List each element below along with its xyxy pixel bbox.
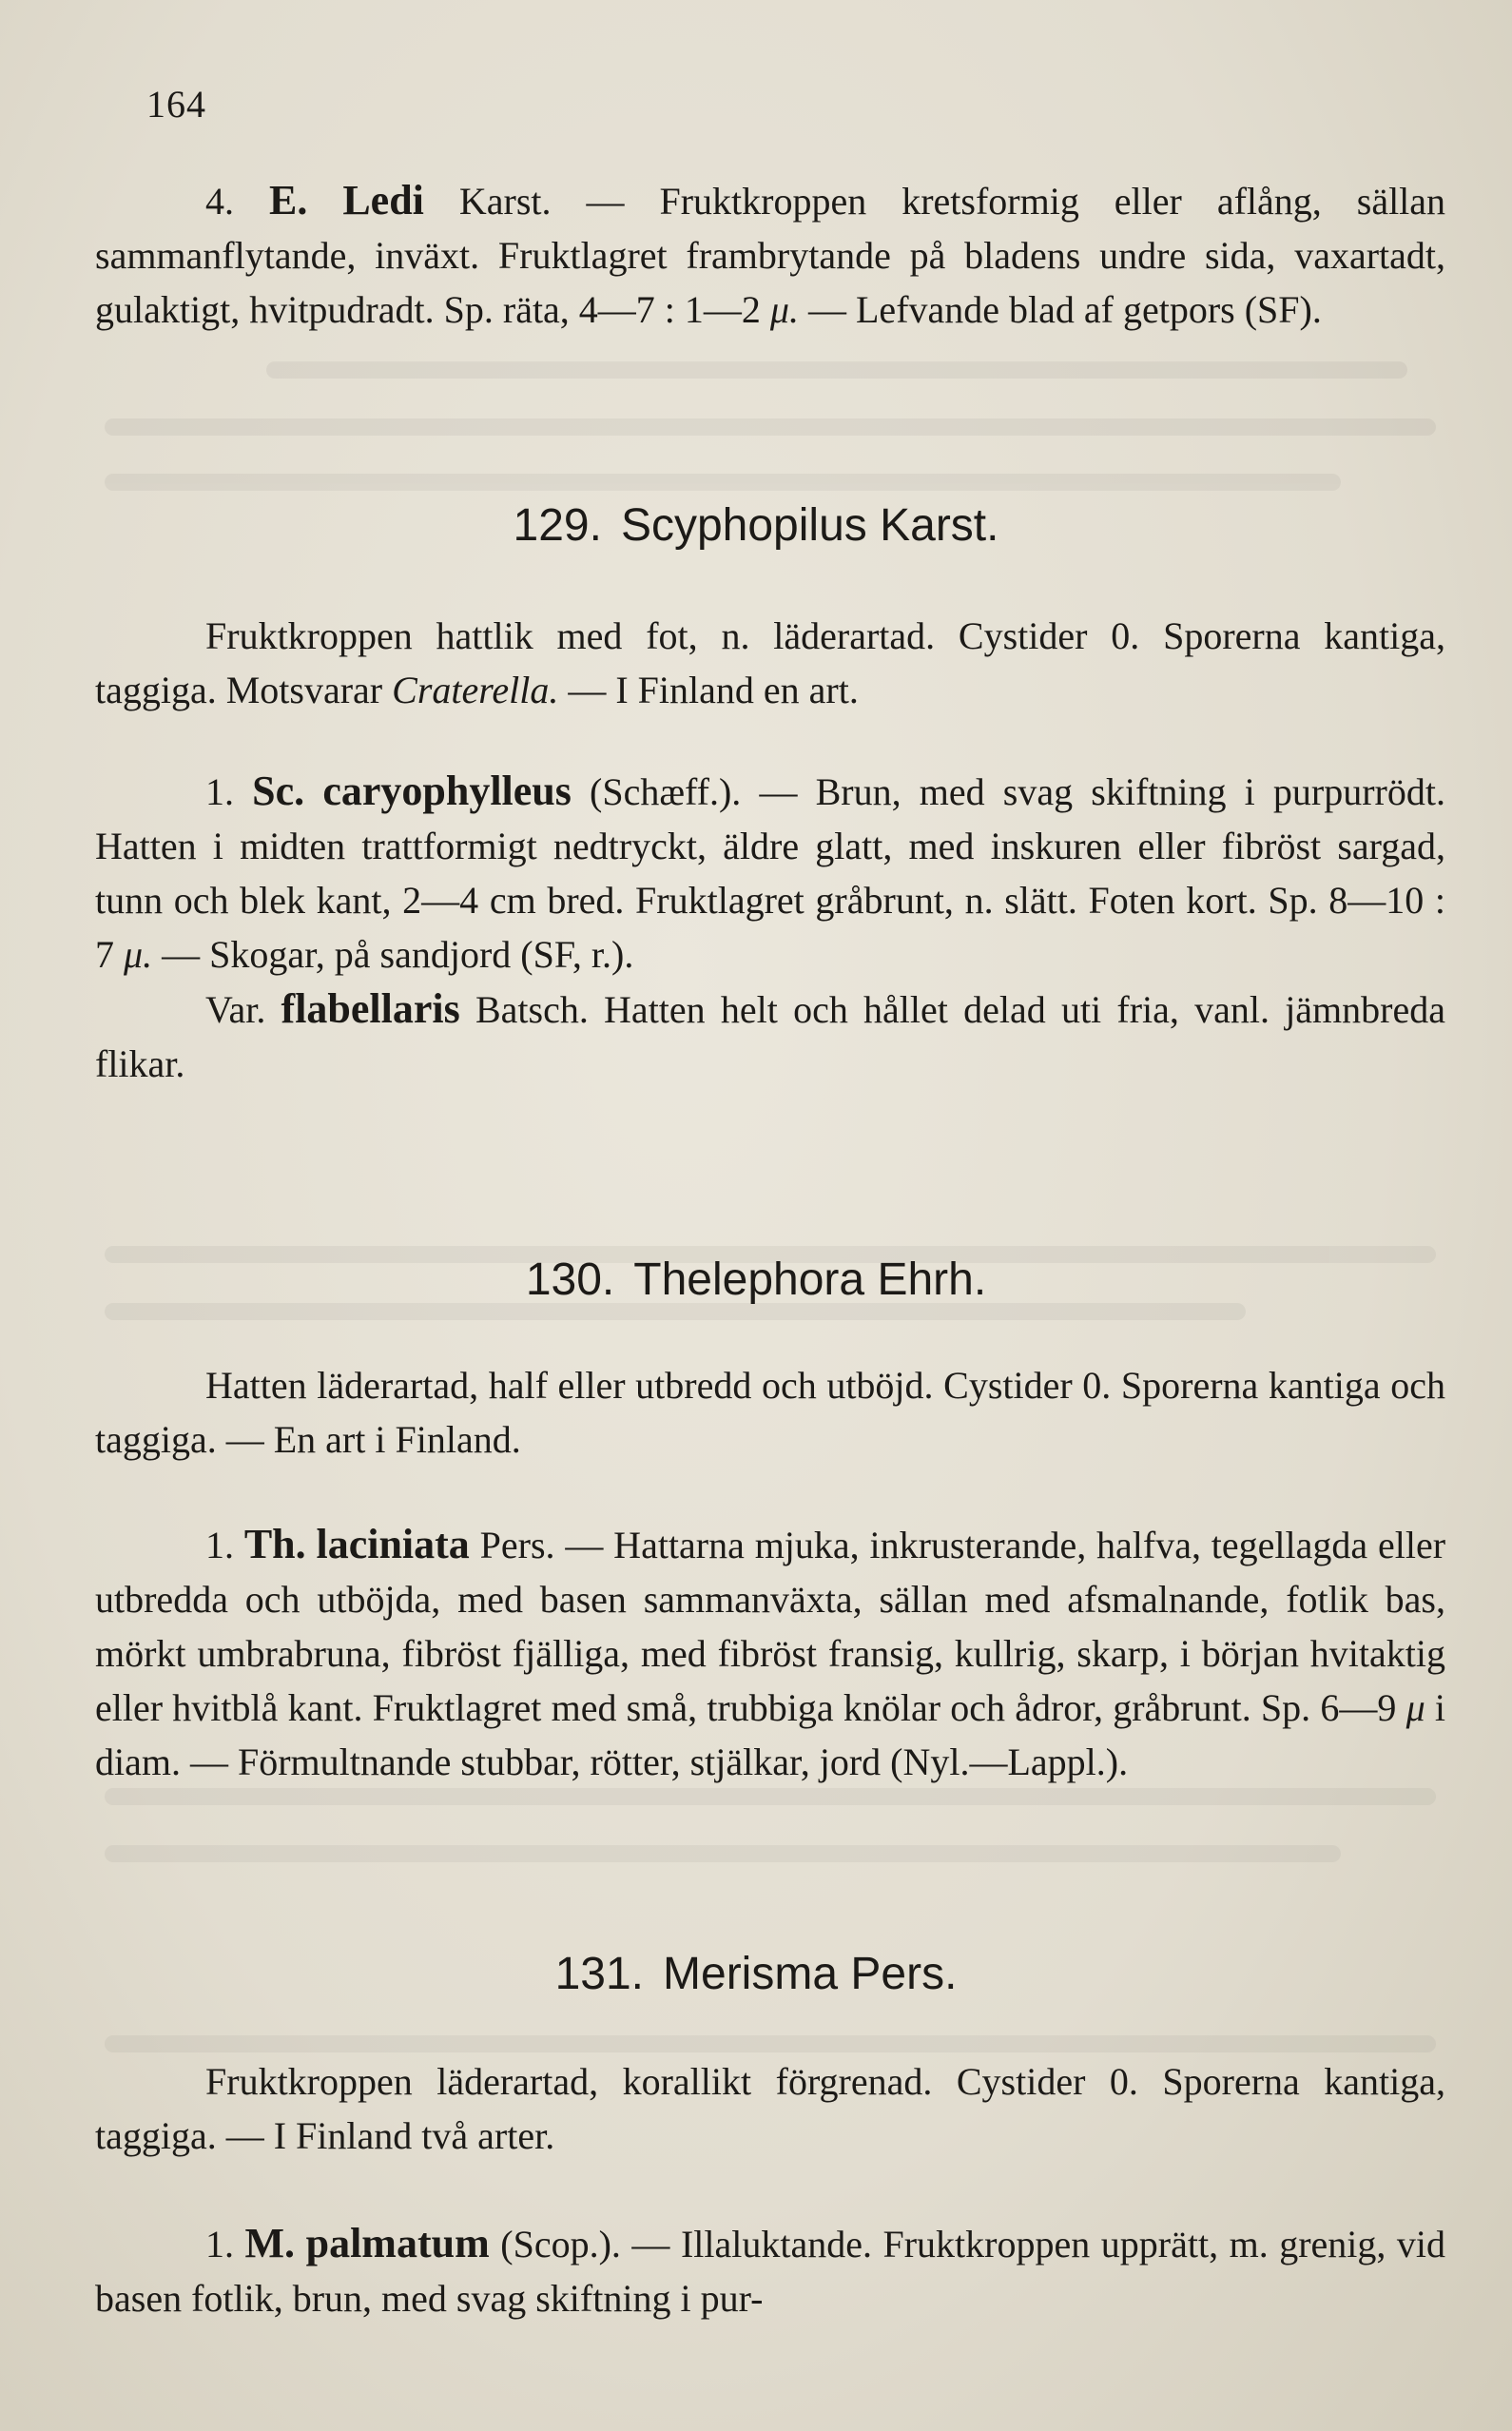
entry-number: 1.: [205, 2223, 234, 2266]
variety-name: flabellaris: [281, 985, 460, 1032]
genus-abbrev: Sc.: [252, 768, 305, 814]
micron-symbol: μ.: [124, 933, 153, 976]
entry-m-palmatum: [95, 2216, 1445, 2325]
entry-th-laciniata: [95, 1517, 1445, 1789]
genus-heading-131: [0, 1948, 1512, 2000]
author-name: (Schæff.).: [590, 770, 742, 813]
heading-author: Ehrh.: [877, 1254, 987, 1305]
habitat-text: i diam. — Förmultnande stubbar, rötter, stjälkar, jord (Nyl.—Lappl.).: [95, 1686, 1446, 1783]
description-text: Hatten läderartad, half eller utbredd och utböjd. Cystider 0. Sporerna kantiga och taggiga. — En art i Finland.: [95, 1364, 1445, 1461]
variety-paragraph: [95, 982, 1445, 1091]
description-text: Fruktkroppen hattlik med fot, n. läderartad. Cystider 0. Sporerna kantiga, taggiga. Motsvarar: [95, 614, 1445, 711]
description-text: — Illaluktande. Fruktkroppen upprätt, m. grenig, vid basen fotlik, brun, med svag skiftning i pur-: [95, 2223, 1446, 2320]
heading-genus: Merisma: [663, 1949, 839, 1999]
variety-text: Batsch. Hatten helt och hållet delad uti fria, vanl. jämnbreda flikar.: [95, 988, 1446, 1085]
heading-genus: Scyphopilus: [620, 500, 867, 551]
genus-heading-129: [0, 499, 1512, 552]
heading-genus: Thelephora: [633, 1254, 865, 1305]
description-text: Fruktkroppen läderartad, korallikt förgrenad. Cystider 0. Sporerna kantiga, taggiga. — I Finland två arter.: [95, 2060, 1445, 2157]
entry-number: 1.: [205, 770, 234, 813]
genus-description-scyphopilus: [95, 609, 1445, 717]
genus-paragraph: [95, 609, 1445, 717]
habitat-text: — Lefvande blad af getpors (SF).: [808, 288, 1322, 331]
genus-paragraph: [95, 1358, 1445, 1467]
description-text: — Brun, med svag skiftning i purpurrödt. Hatten i midten trattformigt nedtryckt, äldre glatt, med inskuren eller fibröst sargad, tunn och blek kant, 2—4 cm bred. Fruktlagret gråbrunt, n. slätt. Foten kort. Sp. 8—10 : 7: [95, 770, 1445, 976]
heading-author: Pers.: [850, 1949, 958, 1999]
species-name: laciniata: [316, 1521, 470, 1567]
genus-abbrev: E.: [268, 177, 308, 224]
entry-paragraph: [95, 173, 1445, 337]
description-text: — Fruktkroppen kretsformig eller aflång, sällan sammanflytande, inväxt. Fruktlagret frambrytande på bladens undre sida, vaxartadt, gulaktigt, hvitpudradt. Sp. räta, 4—7 : 1—2: [95, 180, 1446, 331]
entry-number: 4.: [205, 180, 234, 223]
page-number: 164: [146, 83, 206, 126]
entry-paragraph: [95, 764, 1445, 982]
entry-sc-caryophylleus: [95, 764, 1445, 1091]
entry-paragraph: [95, 1517, 1445, 1789]
author-name: Pers.: [479, 1524, 555, 1566]
variety-label: Var.: [205, 988, 266, 1031]
italic-genus-reference: Craterella.: [392, 669, 559, 711]
author-name: Karst.: [458, 180, 552, 223]
species-count-text: — I Finland en art.: [568, 669, 859, 711]
genus-abbrev: Th.: [243, 1521, 306, 1567]
description-text: — Hattarna mjuka, inkrusterande, halfva, tegellagda eller utbredda och utböjda, med basen sammanväxta, sällan med afsmalnande, fotlik bas, mörkt umbrabruna, fibröst fjälliga, med fibröst fransig, kullrig, skarp, i början hvitaktig eller hvitblå kant. Fruktlagret med små, trubbiga knölar och ådror, gråbrunt. Sp. 6—9: [95, 1524, 1446, 1729]
genus-description-thelephora: [95, 1358, 1445, 1467]
entry-number: 1.: [205, 1524, 234, 1566]
heading-author: Karst.: [880, 500, 999, 551]
micron-symbol: μ.: [769, 288, 799, 331]
entry-e-ledi: [95, 173, 1445, 337]
author-name: (Scop.).: [500, 2223, 621, 2266]
genus-heading-130: [0, 1254, 1512, 1306]
species-name: Ledi: [342, 177, 424, 224]
genus-paragraph: [95, 2054, 1445, 2163]
species-name: caryophylleus: [322, 768, 572, 814]
species-name: palmatum: [305, 2220, 490, 2266]
micron-symbol: μ: [1405, 1686, 1425, 1729]
heading-number: 130.: [525, 1254, 615, 1305]
genus-abbrev: M.: [244, 2220, 296, 2266]
heading-number: 131.: [554, 1949, 645, 1999]
heading-number: 129.: [513, 500, 602, 551]
habitat-text: — Skogar, på sandjord (SF, r.).: [162, 933, 634, 976]
genus-description-merisma: [95, 2054, 1445, 2163]
entry-paragraph: [95, 2216, 1445, 2325]
